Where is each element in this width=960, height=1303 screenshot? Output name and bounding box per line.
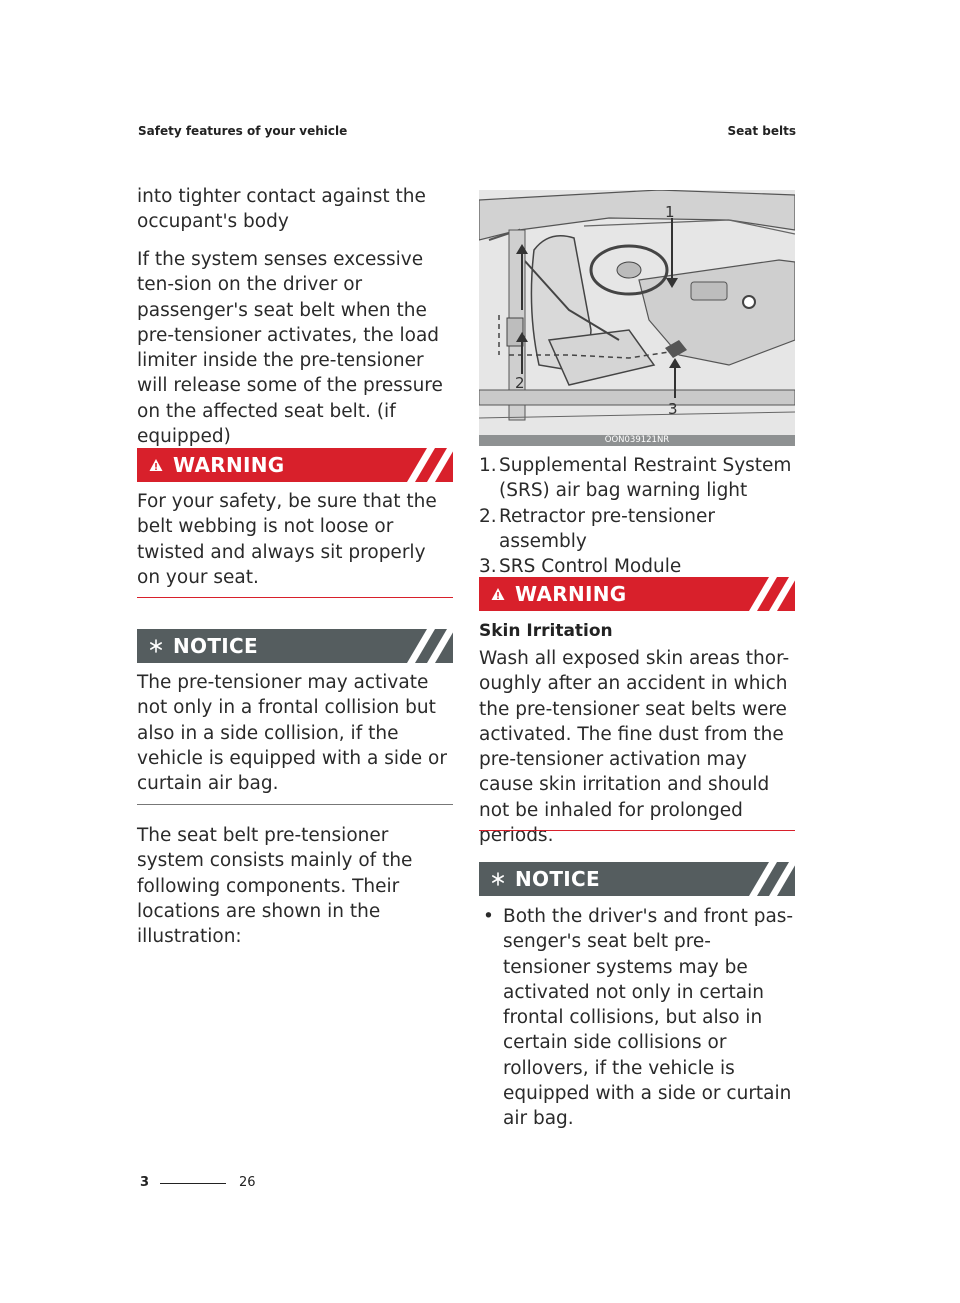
notice-title: NOTICE bbox=[515, 867, 600, 891]
warning-subtitle: Skin Irritation bbox=[479, 621, 613, 641]
footer-page-number: 26 bbox=[239, 1175, 256, 1190]
warning-text: Wash all exposed skin areas thor-oughly after an accident in which the pre-tensioner seat belts were activated. The fine dust from the pre-tensioner activation may cause skin irritation and should not be inhaled for prolonged periods. bbox=[479, 648, 790, 847]
notice-banner bbox=[137, 629, 453, 663]
warning-divider bbox=[137, 597, 453, 598]
banner-stripes-icon bbox=[747, 577, 795, 611]
notice-divider bbox=[137, 804, 453, 805]
footer-section-number: 3 bbox=[140, 1175, 150, 1190]
pretensioner-illustration bbox=[479, 190, 795, 446]
warning-title: WARNING bbox=[515, 582, 627, 606]
asterisk-icon bbox=[149, 639, 163, 653]
notice-banner bbox=[479, 862, 795, 896]
list-item-number: 2. bbox=[479, 505, 497, 527]
list-item-text: SRS Control Module bbox=[499, 556, 682, 578]
warning-triangle-icon bbox=[491, 587, 505, 601]
notice-bullet-list bbox=[479, 904, 795, 1132]
components-paragraph: The seat belt pre-tensioner system consists mainly of the following components. Their locations are shown in the illustration: bbox=[137, 825, 413, 948]
banner-stripes-icon bbox=[405, 448, 453, 482]
component-list bbox=[479, 453, 795, 579]
notice-text: The pre-tensioner may activate not only in a frontal collision but also in a side collision, if the vehicle is equipped with a side or curtain air bag. bbox=[137, 672, 447, 795]
intro-paragraph-1: into tighter contact against the occupant's body bbox=[137, 186, 426, 233]
footer-divider bbox=[160, 1183, 226, 1184]
banner-stripes-icon bbox=[405, 629, 453, 663]
callout-2: 2 bbox=[515, 374, 525, 392]
warning-divider bbox=[479, 830, 795, 831]
callout-3: 3 bbox=[668, 400, 678, 418]
intro-paragraph-2: If the system senses excessive ten-sion on the driver or passenger's seat belt when the pre-tensioner activates, the load limiter inside the pre-tensioner will release some of the pressure on the affected seat belt. (if equipped) bbox=[137, 249, 443, 448]
car-interior-drawing bbox=[479, 190, 795, 446]
notice-title: NOTICE bbox=[173, 634, 258, 658]
callout-1: 1 bbox=[665, 203, 675, 221]
warning-banner bbox=[479, 577, 795, 611]
warning-triangle-icon bbox=[149, 458, 163, 472]
banner-stripes-icon bbox=[747, 862, 795, 896]
warning-title: WARNING bbox=[173, 453, 285, 477]
list-item bbox=[479, 904, 795, 1132]
running-header-section: Safety features of your vehicle bbox=[138, 124, 348, 138]
warning-text: For your safety, be sure that the belt webbing is not loose or twisted and always sit properly on your seat. bbox=[137, 491, 437, 588]
list-item bbox=[479, 554, 795, 579]
list-item-number: 3. bbox=[479, 556, 497, 578]
asterisk-icon bbox=[491, 872, 505, 886]
bullet-icon: • bbox=[483, 906, 494, 927]
warning-banner bbox=[137, 448, 453, 482]
list-item-text: Supplemental Restraint System (SRS) air bag warning light bbox=[499, 455, 792, 502]
list-item-text: Retractor pre-tensioner assembly bbox=[499, 505, 716, 552]
list-item bbox=[479, 453, 795, 504]
list-item-number: 1. bbox=[479, 455, 497, 476]
running-header-topic: Seat belts bbox=[727, 124, 796, 138]
notice-bullet-text: Both the driver's and front pas-senger's seat belt pre-tensioner systems may be activated not only in certain frontal collisions, but also in certain side collisions or rollovers, if the vehicle is equipped with a side or curtain air bag. bbox=[503, 906, 794, 1130]
list-item bbox=[479, 504, 795, 555]
figure-code: OON039121NR bbox=[479, 435, 795, 446]
